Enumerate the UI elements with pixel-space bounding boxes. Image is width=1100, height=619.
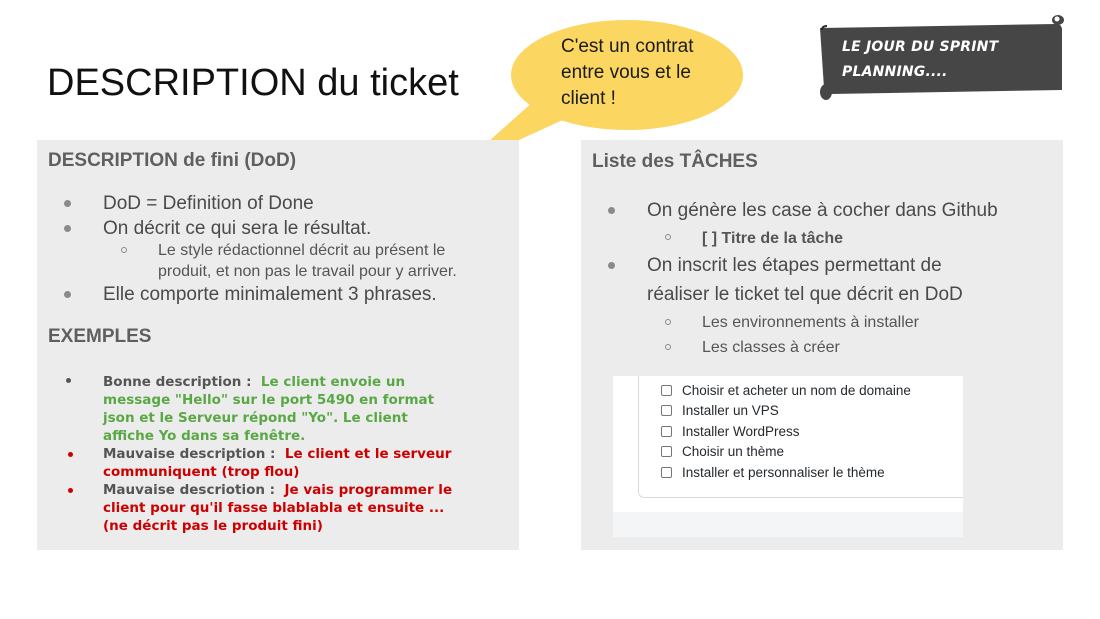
tasks-sub-1: [ ] Titre de la tâche bbox=[702, 230, 844, 247]
tasks-heading: Liste des TÂCHES bbox=[592, 151, 758, 172]
bullet-dot bbox=[64, 225, 71, 232]
example-good-label: Bonne description : bbox=[103, 374, 252, 390]
examples-heading: EXEMPLES bbox=[48, 326, 152, 347]
bullet-dot bbox=[608, 207, 615, 214]
checklist-item-label: Installer WordPress bbox=[682, 424, 800, 439]
example-bad-2-line: client pour qu'il fasse blablabla et ensuite ... bbox=[103, 500, 445, 516]
example-good bbox=[103, 373, 503, 445]
sub-bullet-ring bbox=[665, 319, 671, 325]
dod-heading: DESCRIPTION de fini (DoD) bbox=[48, 150, 297, 171]
dod-bullet-2: On décrit ce qui sera le résultat. bbox=[103, 218, 372, 239]
page-title: DESCRIPTION du ticket bbox=[47, 62, 459, 104]
checkbox[interactable] bbox=[661, 467, 672, 478]
example-bad-2-text-first: Je vais programmer le bbox=[284, 482, 453, 498]
scroll-banner-text bbox=[842, 35, 1042, 85]
speech-bubble-text: C'est un contrat entre vous et le client ! bbox=[561, 36, 694, 109]
dod-sub-line-2: produit, et non pas le travail pour y arriver. bbox=[158, 263, 457, 280]
example-bad-2-label: Mauvaise descriotion : bbox=[103, 482, 276, 498]
checklist-item-label: Installer et personnaliser le thème bbox=[682, 465, 885, 480]
example-bad-1-text-first: Le client et le serveur bbox=[284, 446, 452, 462]
example-bad-1 bbox=[103, 445, 503, 481]
dod-sub-bullet bbox=[158, 240, 457, 282]
checkbox[interactable] bbox=[661, 405, 672, 416]
bullet-dot bbox=[608, 262, 615, 269]
example-bad-1-label: Mauvaise description : bbox=[103, 446, 276, 462]
example-dot bbox=[68, 488, 73, 493]
example-good-line: message "Hello" sur le port 5490 en format bbox=[103, 392, 435, 408]
checkbox[interactable] bbox=[661, 385, 672, 396]
sub-bullet-ring bbox=[665, 344, 671, 350]
example-dot bbox=[66, 378, 71, 383]
dod-bullet-1: DoD = Definition of Done bbox=[103, 193, 314, 214]
dod-bullet-3: Elle comporte minimalement 3 phrases. bbox=[103, 284, 437, 305]
checkbox[interactable] bbox=[661, 446, 672, 457]
checkbox[interactable] bbox=[661, 426, 672, 437]
tasks-sub-3: Les classes à créer bbox=[702, 339, 840, 356]
tasks-bullet-2-line-1: On inscrit les étapes permettant de bbox=[647, 255, 942, 276]
example-bad-1-line: communiquent (trop flou) bbox=[103, 464, 300, 480]
example-good-line: json et le Serveur répond "Yo". Le client bbox=[103, 410, 408, 426]
tasks-bullet-2-line-2: réaliser le ticket tel que décrit en DoD bbox=[647, 284, 963, 305]
example-dot bbox=[68, 452, 73, 457]
banner-line-2: PLANNING.... bbox=[842, 64, 948, 80]
dod-sub-line-1: Le style rédactionnel décrit au présent le bbox=[158, 242, 446, 259]
tasks-sub-2: Les environnements à installer bbox=[702, 314, 920, 331]
example-good-line: affiche Yo dans sa fenêtre. bbox=[103, 428, 306, 444]
bullet-dot bbox=[64, 200, 71, 207]
checklist-item-label: Choisir et acheter un nom de domaine bbox=[682, 383, 911, 398]
example-good-text-first: Le client envoie un bbox=[260, 374, 406, 390]
example-bad-2 bbox=[103, 481, 503, 535]
tasks-bullet-1: On génère les case à cocher dans Github bbox=[647, 200, 998, 221]
checklist-item-label: Installer un VPS bbox=[682, 403, 779, 418]
checklist-card-footer bbox=[613, 512, 963, 537]
checklist-item-label: Choisir un thème bbox=[682, 444, 785, 459]
banner-line-1: LE JOUR DU SPRINT bbox=[842, 39, 999, 55]
sub-bullet-ring bbox=[121, 247, 127, 253]
sub-bullet-ring bbox=[665, 234, 671, 240]
example-bad-2-line: (ne décrit pas le produit fini) bbox=[103, 518, 323, 534]
bullet-dot bbox=[64, 291, 71, 298]
